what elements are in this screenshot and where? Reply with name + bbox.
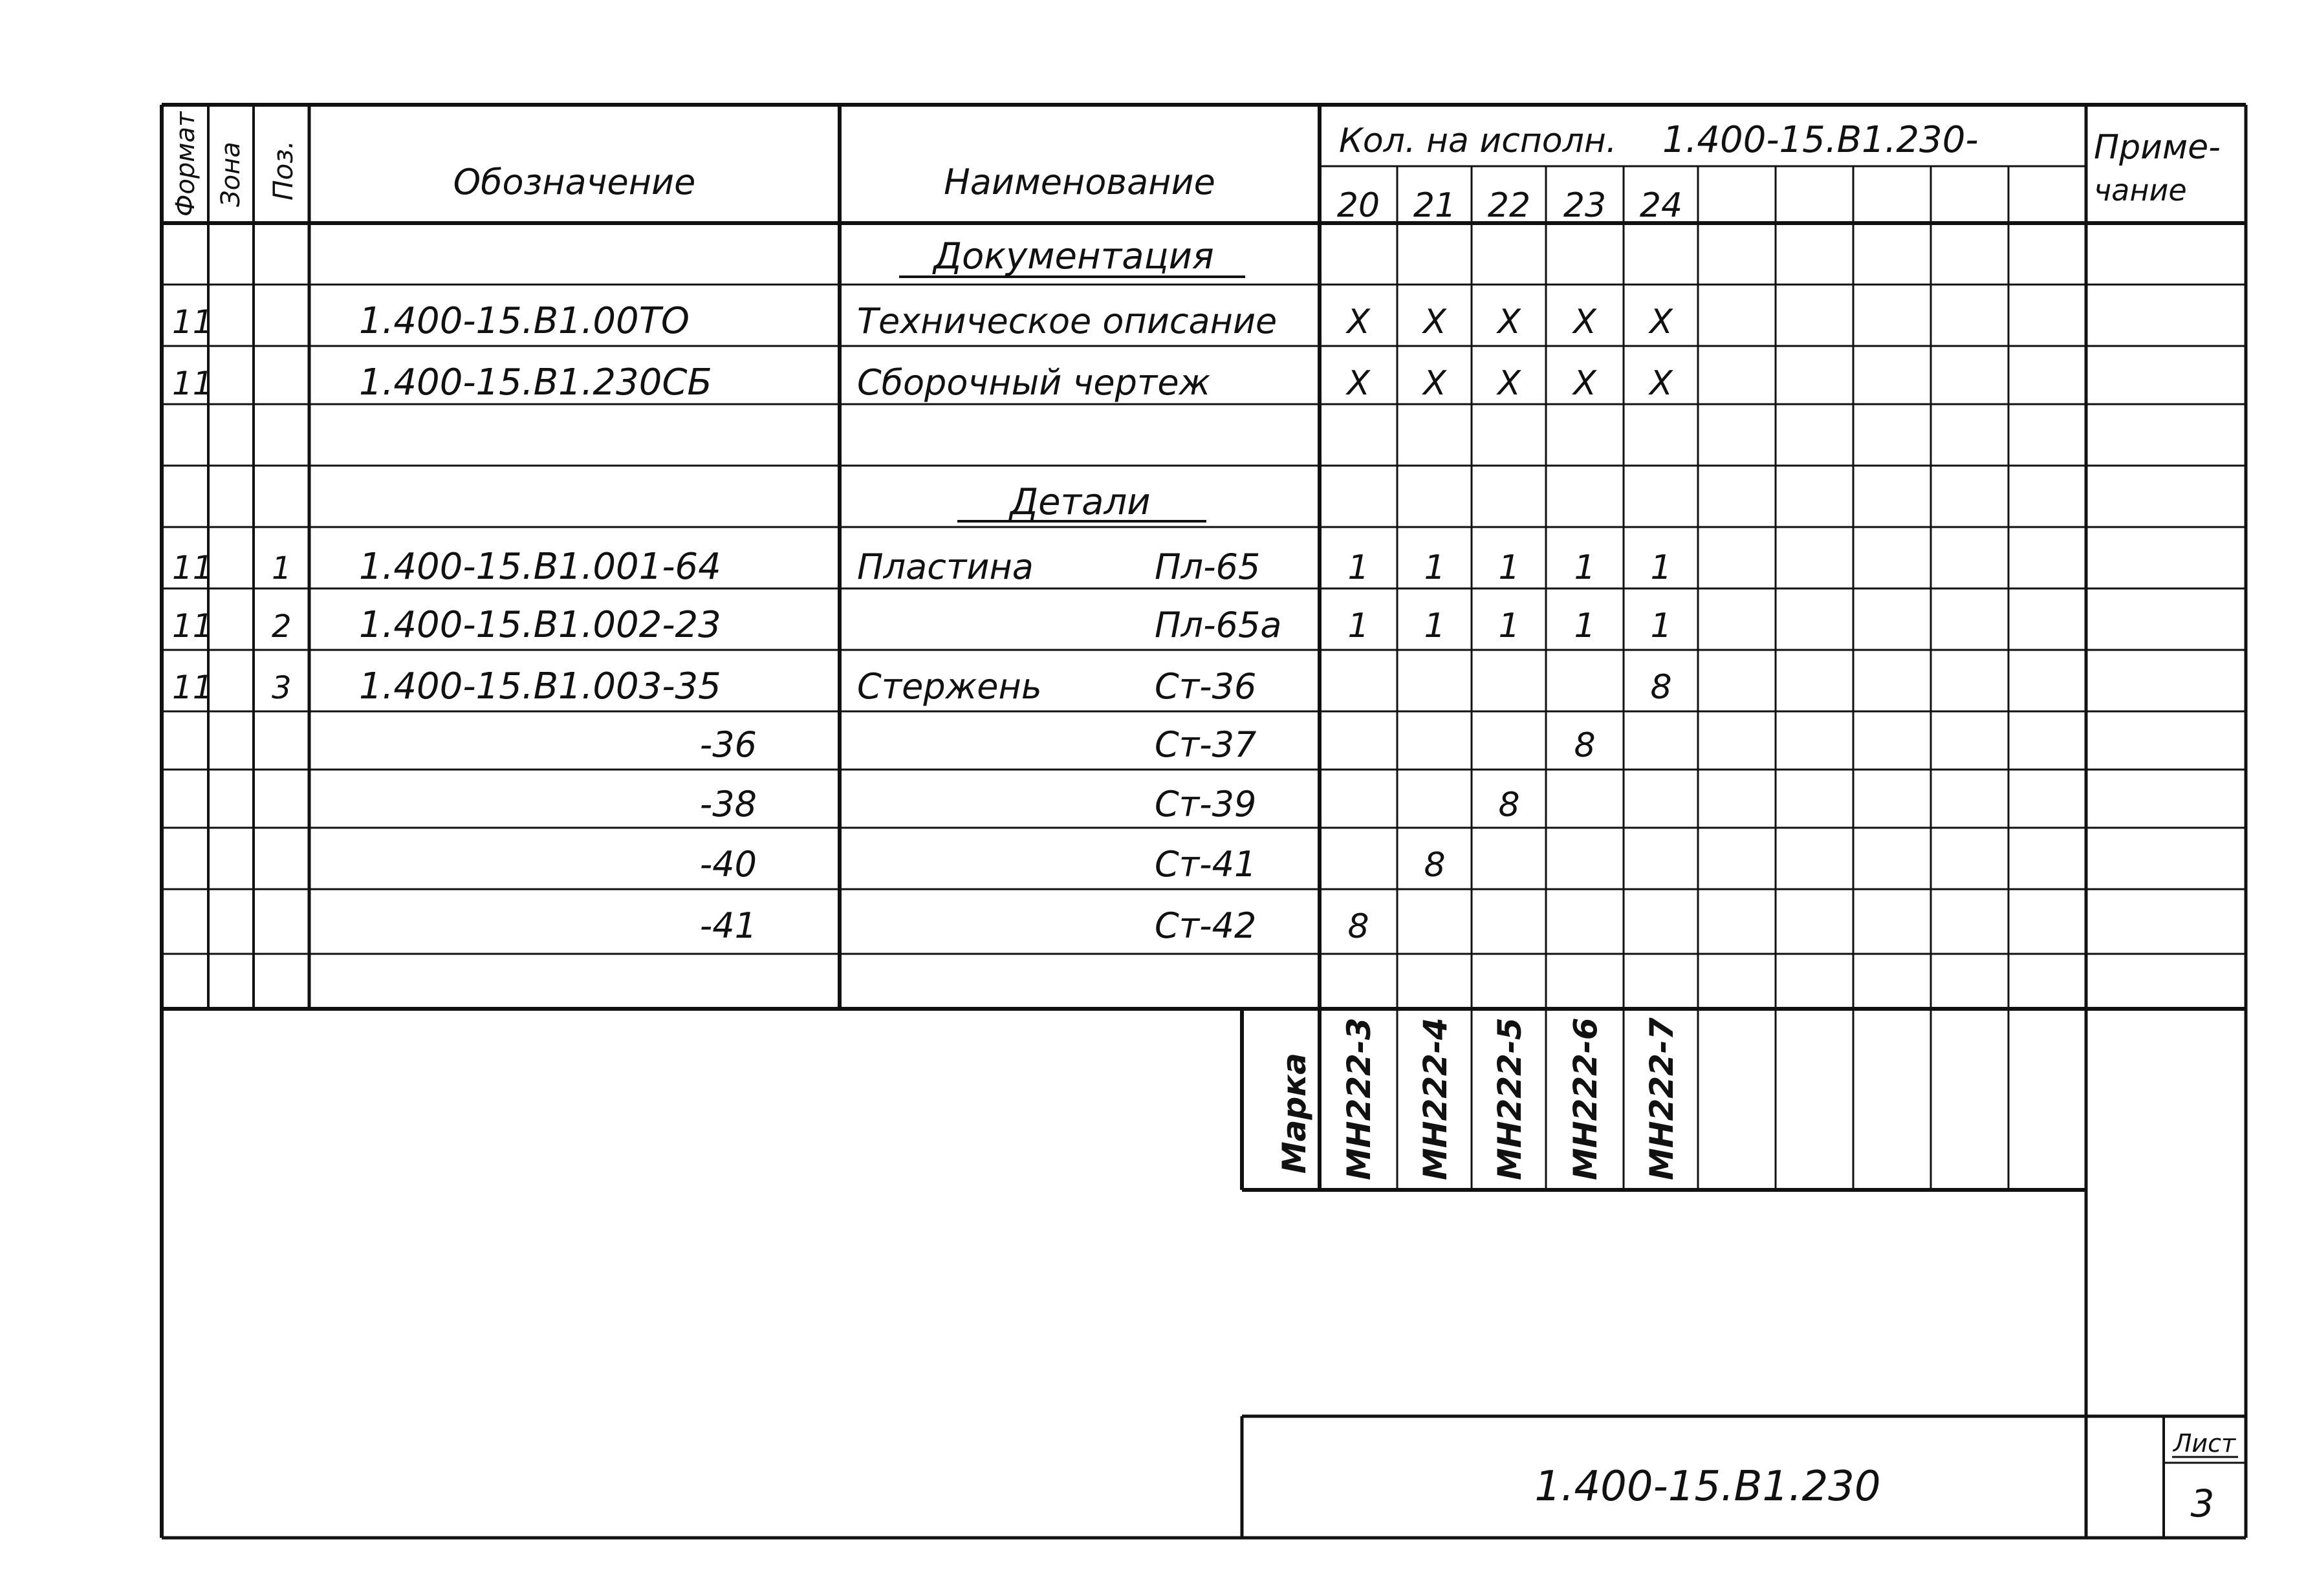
row-code: Ст-36: [1155, 666, 1257, 707]
mark-block: [1276, 1017, 1681, 1180]
table-row: [172, 361, 1673, 404]
row-qty-21: 1: [1424, 607, 1446, 645]
row-qty-23: 1: [1574, 548, 1596, 587]
row-designation: 1.400-15.В1.003-35: [359, 665, 721, 707]
row-qty-21: 1: [1424, 548, 1446, 587]
header-note-line2: чание: [2094, 173, 2187, 208]
mark-value-0: МН222-3: [1340, 1017, 1378, 1180]
variant-header-0: 20: [1336, 186, 1380, 225]
variant-header-4: 24: [1639, 186, 1683, 225]
document-code: 1.400-15.В1.230: [1534, 1463, 1881, 1511]
row-pos: 2: [272, 609, 292, 645]
mark-value-3: МН222-6: [1567, 1017, 1604, 1180]
row-designation: -36: [699, 724, 757, 765]
row-designation: 1.400-15.В1.002-23: [359, 604, 721, 646]
row-format: 11: [172, 669, 213, 706]
row-qty-23: 1: [1574, 607, 1596, 645]
row-name: Техническое описание: [857, 301, 1278, 341]
row-name: Стержень: [857, 666, 1042, 707]
variant-header-1: 21: [1413, 186, 1457, 225]
table-row: [172, 546, 1672, 588]
table-row: [700, 905, 1369, 946]
row-code: Ст-39: [1155, 784, 1257, 825]
row-code: Ст-41: [1155, 844, 1257, 885]
table-row: [700, 844, 1446, 885]
variant-header-3: 23: [1563, 186, 1607, 225]
header-note-line1: Приме-: [2094, 128, 2221, 167]
row-qty-20: 1: [1347, 548, 1369, 587]
header-qty-title: Кол. на исполн.: [1339, 122, 1617, 160]
row-qty-22: X: [1497, 303, 1521, 341]
header-qty-prefix: 1.400-15.В1.230-: [1662, 119, 1979, 161]
row-qty-22: 1: [1498, 548, 1520, 587]
table-row: [172, 604, 1672, 646]
mark-value-1: МН222-4: [1417, 1017, 1454, 1180]
row-code: Ст-37: [1155, 724, 1257, 765]
header-zone: Зона: [216, 142, 246, 207]
mark-value-2: МН222-5: [1491, 1017, 1528, 1180]
sheet-label: Лист: [2173, 1429, 2236, 1458]
row-qty-24: 1: [1650, 607, 1672, 645]
row-code: Пл-65: [1155, 546, 1261, 587]
row-format: 11: [172, 365, 213, 402]
table-row: [172, 300, 1673, 342]
row-qty-24: X: [1649, 364, 1673, 403]
row-designation: -40: [699, 844, 757, 885]
row-qty-24: 1: [1650, 548, 1672, 587]
section-documentation: Документация: [933, 235, 1214, 277]
row-qty-24: X: [1649, 303, 1673, 341]
header-pos: Поз.: [267, 140, 299, 200]
section-details: Детали: [1010, 481, 1151, 523]
mark-value-4: МН222-7: [1643, 1017, 1681, 1180]
row-designation: 1.400-15.В1.001-64: [359, 546, 721, 588]
row-pos: 1: [272, 550, 292, 587]
row-qty-21: X: [1423, 303, 1446, 341]
row-format: 11: [172, 607, 213, 645]
row-qty-20: X: [1347, 303, 1370, 341]
row-qty-23: 8: [1574, 726, 1596, 765]
row-designation: 1.400-15.В1.230СБ: [359, 361, 712, 404]
row-designation: -38: [699, 784, 757, 825]
title-block: [1534, 1429, 2238, 1526]
row-qty-22: 8: [1498, 786, 1520, 825]
row-qty-20: 1: [1347, 607, 1369, 645]
row-qty-23: X: [1573, 364, 1596, 403]
row-qty-22: X: [1497, 364, 1521, 403]
row-designation: -41: [699, 905, 757, 946]
row-qty-21: 8: [1424, 846, 1446, 885]
mark-label: Марка: [1276, 1053, 1313, 1174]
row-code: Ст-42: [1155, 905, 1257, 946]
row-qty-20: X: [1347, 364, 1370, 403]
table-row: [172, 665, 1672, 707]
row-qty-23: X: [1573, 303, 1596, 341]
table-body: [172, 300, 1673, 946]
variant-headers: [1337, 186, 1682, 225]
row-qty-20: 8: [1347, 907, 1369, 946]
row-format: 11: [172, 549, 213, 587]
table-row: [700, 724, 1596, 765]
header-format: Формат: [171, 111, 201, 217]
header-name: Наименование: [944, 162, 1215, 202]
row-code: Пл-65а: [1155, 605, 1282, 645]
mark-values: [1340, 1017, 1681, 1180]
row-designation: 1.400-15.В1.00ТО: [359, 300, 690, 342]
row-format: 11: [172, 303, 213, 341]
row-name: Сборочный чертеж: [857, 362, 1211, 403]
row-name: Пластина: [857, 546, 1034, 587]
row-qty-24: 8: [1650, 668, 1672, 707]
variant-header-2: 22: [1487, 186, 1531, 225]
row-pos: 3: [272, 670, 292, 706]
header-designation: Обозначение: [453, 162, 696, 202]
row-qty-22: 1: [1498, 607, 1520, 645]
table-header: [171, 111, 2221, 225]
sheet-number: 3: [2190, 1482, 2215, 1526]
row-qty-21: X: [1423, 364, 1446, 403]
